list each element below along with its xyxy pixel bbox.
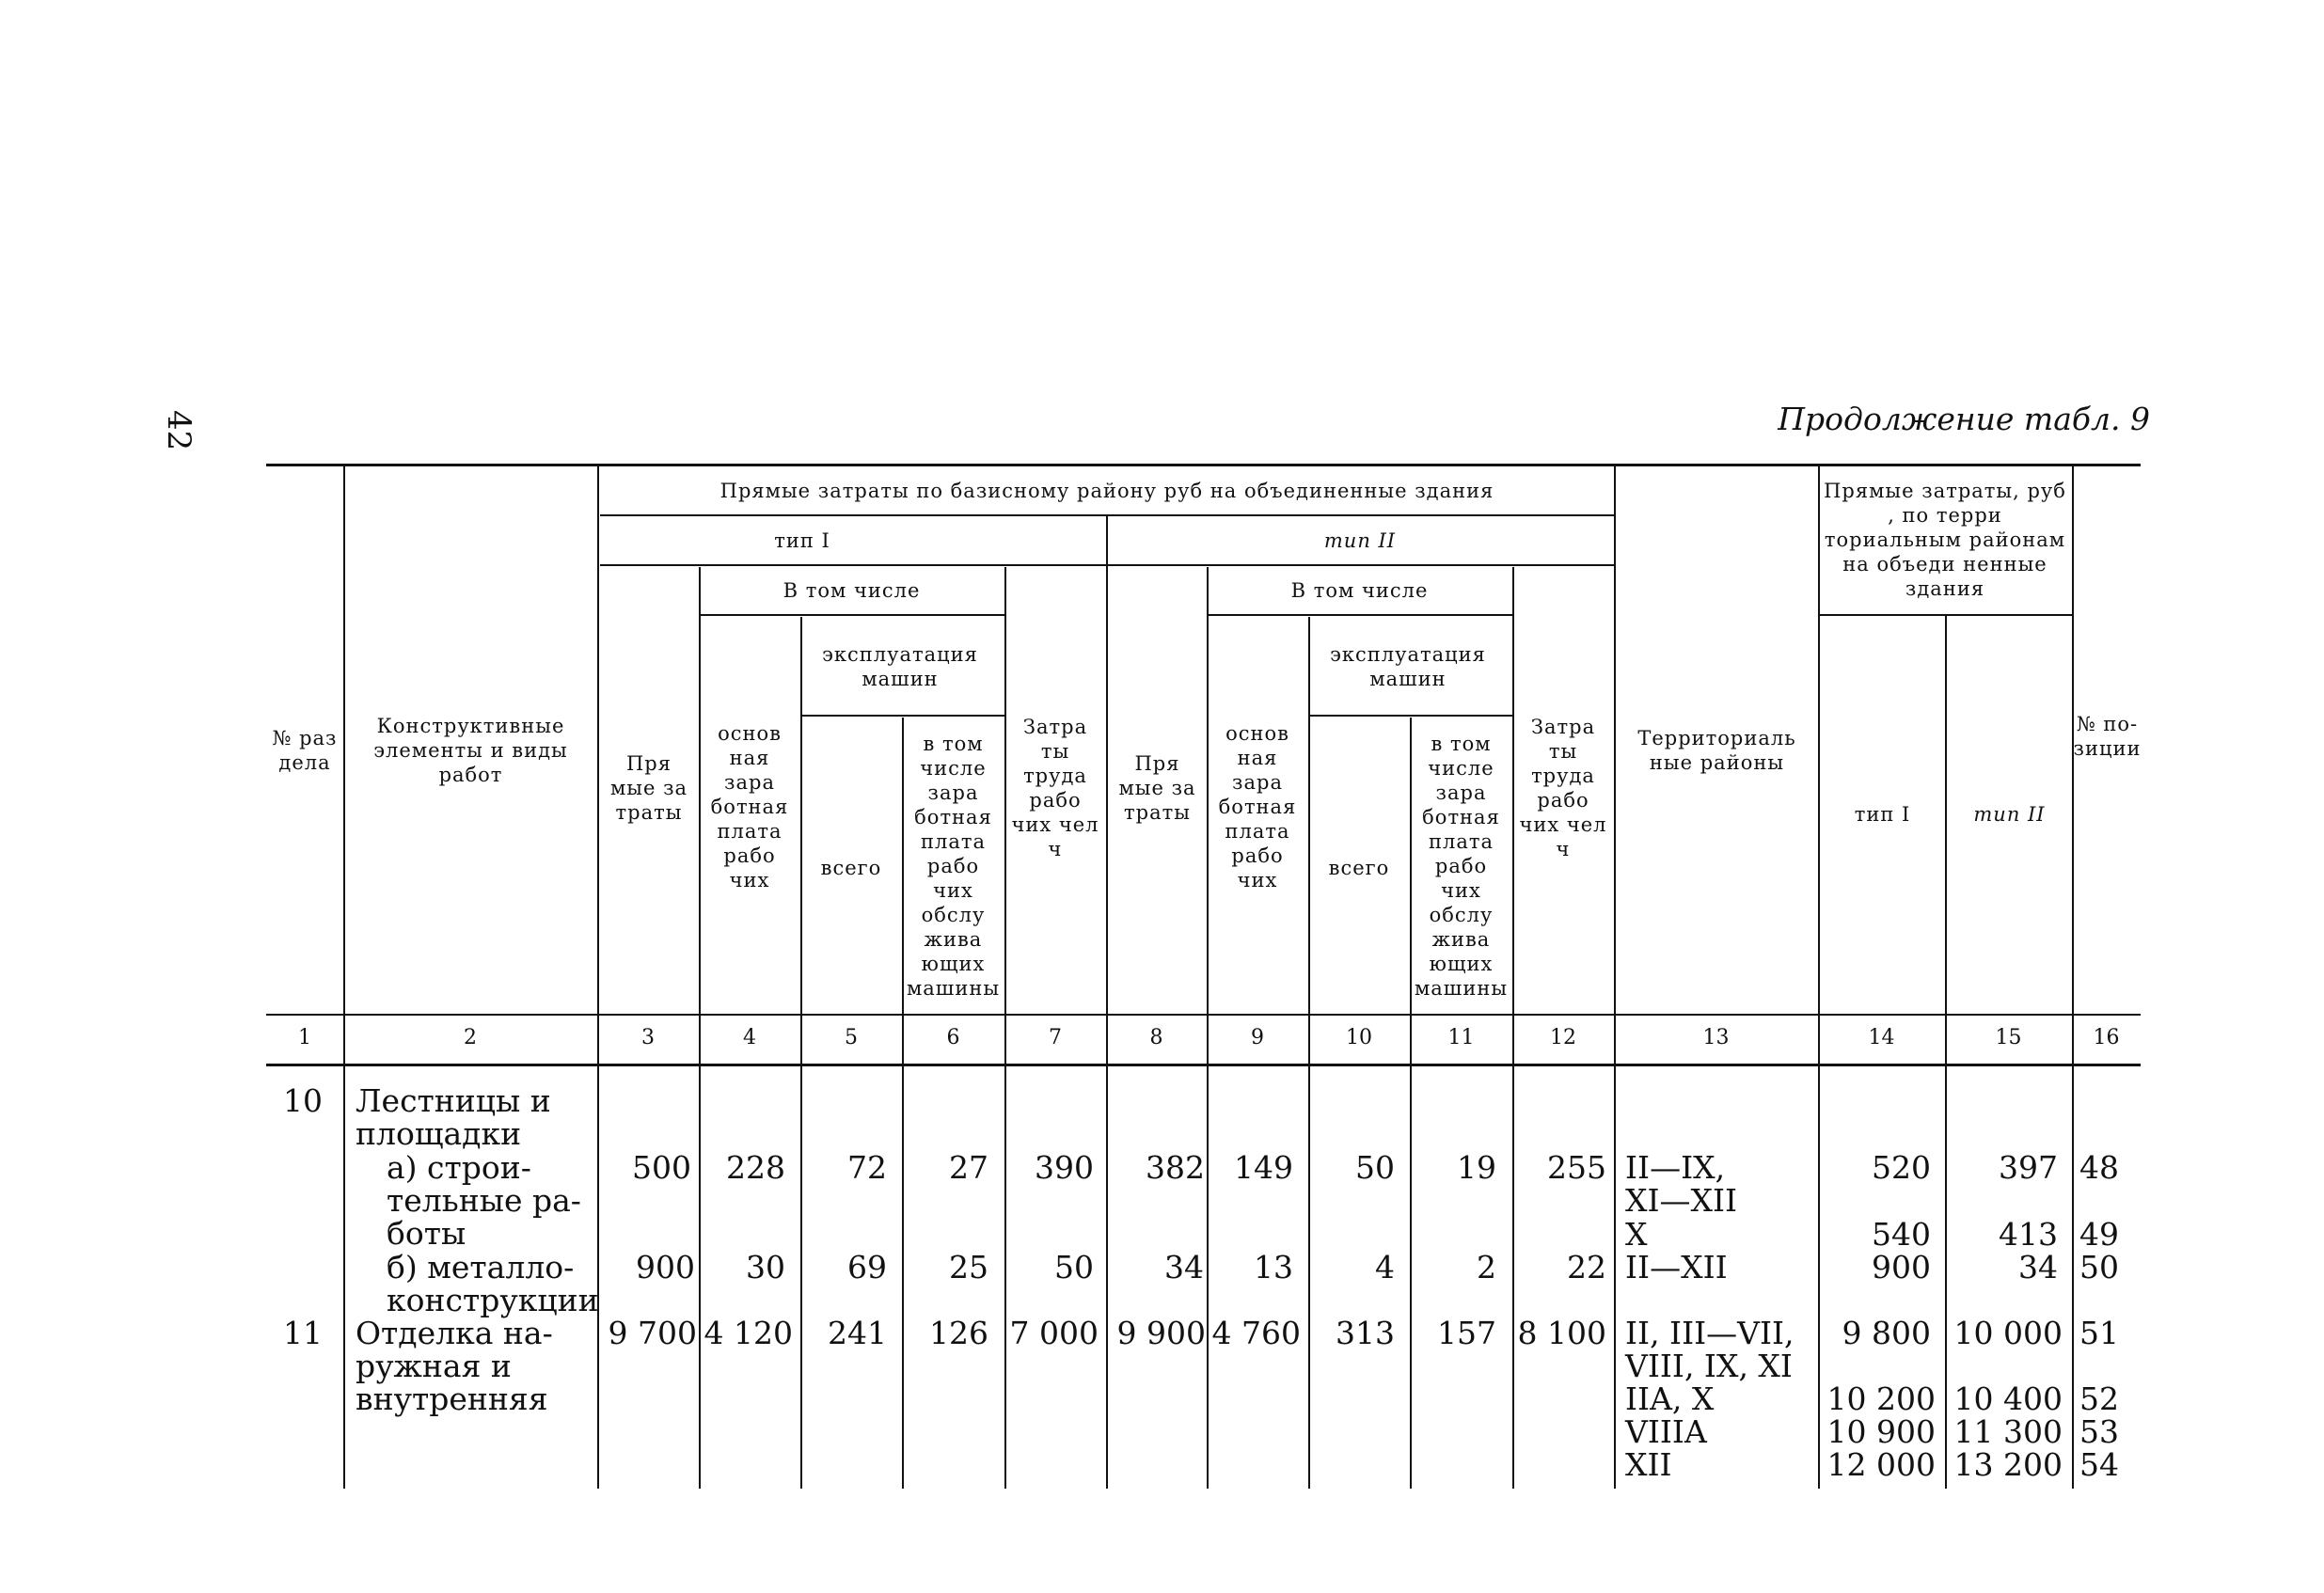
cell-value: 19 bbox=[1457, 1149, 1496, 1186]
cell-value: 382 bbox=[1146, 1149, 1205, 1186]
cell-value: 149 bbox=[1234, 1149, 1293, 1186]
cell-value: 8 100 bbox=[1517, 1315, 1606, 1351]
header-direct-2: Пря мые за траты bbox=[1118, 752, 1196, 824]
col-line bbox=[1614, 464, 1616, 1489]
header-direct-1: Пря мые за траты bbox=[609, 752, 688, 824]
cell-value: 157 bbox=[1437, 1315, 1496, 1351]
cell-value: 390 bbox=[1035, 1149, 1094, 1186]
header-position: № по- зиции bbox=[2073, 713, 2142, 760]
header-direct-costs: Прямые затраты по базисному району руб на объединенные здания bbox=[719, 479, 1494, 502]
section-number: 10 bbox=[283, 1082, 323, 1119]
cell-value: 72 bbox=[847, 1149, 887, 1186]
cell-value: 228 bbox=[726, 1149, 785, 1186]
position-number: 48 bbox=[2079, 1149, 2119, 1186]
cell-value: 10 400 bbox=[1953, 1380, 2063, 1417]
cell-value: 25 bbox=[949, 1249, 988, 1285]
row-label: а) строи- тельные ра- боты bbox=[387, 1149, 581, 1252]
col-number: 6 bbox=[946, 1026, 960, 1049]
header-machinist-wage-1: в том числе зара ботная плата рабо чих обслу жива ющих машины bbox=[906, 733, 1001, 1000]
header-t1: тип I bbox=[1854, 803, 1911, 826]
col-number: 9 bbox=[1251, 1026, 1264, 1049]
col-number: 11 bbox=[1447, 1026, 1475, 1049]
col-line bbox=[1308, 617, 1310, 1489]
position-number: 51 bbox=[2079, 1315, 2119, 1351]
section-number: 11 bbox=[283, 1315, 323, 1351]
header-elements: Конструктивные элементы и виды работ bbox=[373, 715, 568, 786]
page-number: 42 bbox=[160, 410, 198, 451]
section-title: Лестницы и площадки bbox=[356, 1082, 551, 1152]
header-t2: тип II bbox=[1973, 803, 2046, 826]
cell-value: 11 300 bbox=[1953, 1413, 2063, 1450]
rule bbox=[800, 715, 1004, 717]
position-number: 50 bbox=[2079, 1249, 2119, 1285]
cell-value: 13 200 bbox=[1953, 1446, 2063, 1483]
cell-value: 2 bbox=[1477, 1249, 1496, 1285]
position-number: 53 bbox=[2079, 1413, 2119, 1450]
cell-value: 241 bbox=[828, 1315, 887, 1351]
col-number: 5 bbox=[845, 1026, 858, 1049]
header-type2: тип II bbox=[1323, 528, 1397, 552]
cell-value: 313 bbox=[1336, 1315, 1395, 1351]
region: IIA, X bbox=[1625, 1380, 1715, 1417]
col-number: 15 bbox=[1995, 1026, 2022, 1049]
cell-value: 34 bbox=[1164, 1249, 1204, 1285]
col-line bbox=[343, 464, 345, 1489]
rule bbox=[1207, 614, 1512, 616]
header-type1: тип I bbox=[774, 528, 830, 552]
cell-value: 4 760 bbox=[1211, 1315, 1301, 1351]
rule bbox=[699, 614, 1004, 616]
header-including-2: В том числе bbox=[1290, 578, 1429, 602]
cell-value: 34 bbox=[2018, 1249, 2058, 1285]
cell-value: 13 bbox=[1254, 1249, 1293, 1285]
col-number: 3 bbox=[641, 1026, 655, 1049]
col-number: 2 bbox=[464, 1026, 477, 1049]
header-including-1: В том числе bbox=[783, 578, 921, 602]
region: VIII, IX, XI bbox=[1625, 1348, 1793, 1384]
position-number: 54 bbox=[2079, 1446, 2119, 1483]
header-labor-1: Затра ты труда рабо чих чел ч bbox=[1011, 716, 1099, 860]
cell-value: 4 120 bbox=[704, 1315, 793, 1351]
cell-value: 10 000 bbox=[1953, 1315, 2063, 1351]
cell-value: 27 bbox=[949, 1149, 988, 1186]
region: VIIIA bbox=[1625, 1413, 1707, 1450]
cell-value: 500 bbox=[632, 1149, 691, 1186]
cell-value: 7 000 bbox=[1009, 1315, 1099, 1351]
region: XII bbox=[1625, 1446, 1672, 1483]
header-wage-1: основ ная зара ботная плата рабо чих bbox=[710, 722, 789, 891]
cell-value: 397 bbox=[1999, 1149, 2058, 1186]
col-number: 13 bbox=[1702, 1026, 1730, 1049]
cell-value: 30 bbox=[746, 1249, 785, 1285]
rule bbox=[266, 1014, 2141, 1016]
region: XI—XII bbox=[1625, 1182, 1738, 1219]
row-label: б) металло- конструкции bbox=[387, 1249, 599, 1318]
cell-value: 50 bbox=[1355, 1149, 1395, 1186]
col-number: 1 bbox=[298, 1026, 311, 1049]
header-direct-regions: Прямые затраты, руб , по терри ториальным районам на объеди ненные здания bbox=[1824, 479, 2066, 600]
header-labor-2: Затра ты труда рабо чих чел ч bbox=[1519, 716, 1607, 860]
cell-value: 22 bbox=[1567, 1249, 1606, 1285]
header-machinist-wage-2: в том числе зара ботная плата рабо чих обслу жива ющих машины bbox=[1414, 733, 1509, 1000]
col-number: 16 bbox=[2093, 1026, 2120, 1049]
cell-value: 10 200 bbox=[1826, 1380, 1936, 1417]
cell-value: 4 bbox=[1375, 1249, 1395, 1285]
cell-value: 9 700 bbox=[608, 1315, 697, 1351]
section-title: Отделка на- ружная и внутренняя bbox=[356, 1315, 553, 1417]
cell-value: 50 bbox=[1054, 1249, 1094, 1285]
col-number: 8 bbox=[1149, 1026, 1163, 1049]
cell-value: 12 000 bbox=[1826, 1446, 1936, 1483]
header-total-1: всего bbox=[820, 857, 882, 879]
col-line bbox=[800, 617, 802, 1489]
cell-value: 900 bbox=[1872, 1249, 1931, 1285]
cell-value: 9 800 bbox=[1842, 1315, 1931, 1351]
position-number: 49 bbox=[2079, 1216, 2119, 1253]
table-caption: Продолжение табл. 9 bbox=[1778, 401, 2150, 437]
col-number: 14 bbox=[1868, 1026, 1895, 1049]
header-total-2: всего bbox=[1328, 857, 1390, 879]
cell-value: 413 bbox=[1999, 1216, 2058, 1253]
col-number: 7 bbox=[1049, 1026, 1062, 1049]
col-number: 4 bbox=[743, 1026, 756, 1049]
header-wage-2: основ ная зара ботная плата рабо чих bbox=[1218, 722, 1297, 891]
position-number: 52 bbox=[2079, 1380, 2119, 1417]
cell-value: 540 bbox=[1872, 1216, 1931, 1253]
cell-value: 520 bbox=[1872, 1149, 1931, 1186]
cell-value: 69 bbox=[847, 1249, 887, 1285]
cell-value: 10 900 bbox=[1826, 1413, 1936, 1450]
cost-table bbox=[266, 464, 2141, 1489]
header-machines-1: эксплуатация машин bbox=[822, 642, 978, 690]
cell-value: 9 900 bbox=[1116, 1315, 1206, 1351]
cell-value: 255 bbox=[1547, 1149, 1606, 1186]
cell-value: 900 bbox=[636, 1249, 695, 1285]
header-section-no: № раз дела bbox=[272, 727, 338, 774]
header-machines-2: эксплуатация машин bbox=[1330, 642, 1486, 690]
header-regions: Территориаль ные районы bbox=[1637, 727, 1796, 774]
region: II—IX, bbox=[1625, 1149, 1726, 1186]
region: X bbox=[1625, 1216, 1648, 1253]
col-number: 10 bbox=[1346, 1026, 1372, 1049]
cell-value: 126 bbox=[929, 1315, 988, 1351]
col-number: 12 bbox=[1550, 1026, 1576, 1049]
rule bbox=[1308, 715, 1512, 717]
region: II, III—VII, bbox=[1625, 1315, 1794, 1351]
rule bbox=[266, 1064, 2141, 1066]
region: II—XII bbox=[1625, 1249, 1728, 1285]
